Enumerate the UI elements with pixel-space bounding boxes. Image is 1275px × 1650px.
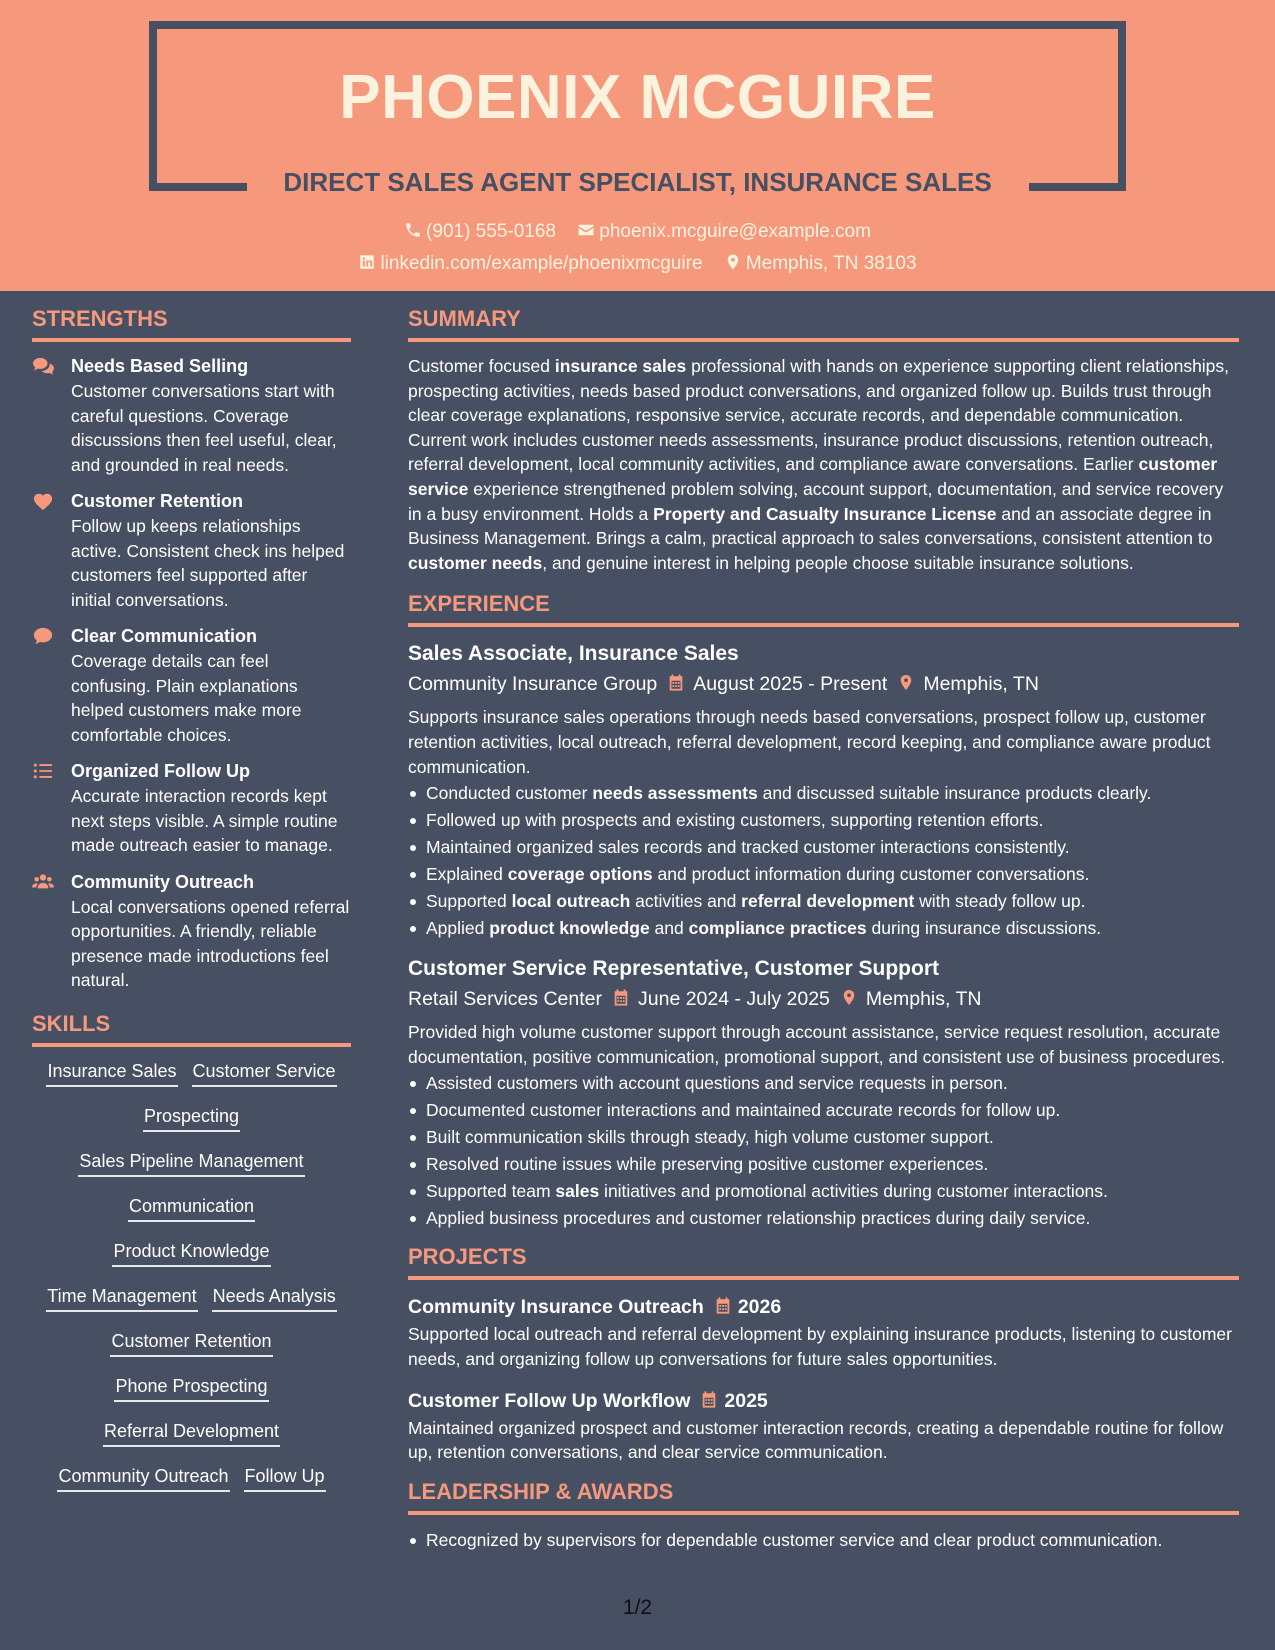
job-company: Community Insurance Group <box>408 673 658 696</box>
bullet-bold: compliance practices <box>688 918 867 939</box>
bullet-bold: sales <box>555 1181 600 1202</box>
skill-tag: Phone Prospecting <box>114 1374 268 1402</box>
bullet-text: and <box>649 918 689 939</box>
page-number: 1/2 <box>622 1596 653 1619</box>
job-location-wrap <box>840 983 982 1016</box>
summary-span: and an associate degree in Business Management. Brings a calm, practical approach to sales conversations, consistent attention to <box>408 503 1213 549</box>
strength-desc: Local conversations opened referral opportunities. A friendly, reliable presence made introductions feel natural. <box>71 896 350 990</box>
skill-tag: Sales Pipeline Management <box>78 1149 304 1177</box>
project-year: 2026 <box>737 1296 782 1319</box>
bullet-text: and discussed suitable insurance products clearly. <box>757 783 1152 804</box>
job-title: Sales Associate, Insurance Sales <box>408 642 739 666</box>
left-column <box>32 306 351 1509</box>
job-dates-wrap <box>667 668 887 701</box>
bullet-item <box>408 780 1239 807</box>
job-title: Customer Service Representative, Customer Support <box>408 957 939 981</box>
strength-desc: Accurate interaction records kept next steps visible. A simple routine made outreach easier to manage. <box>71 786 338 855</box>
skill-tag: Time Management <box>46 1284 197 1312</box>
job-meta <box>408 983 1239 1016</box>
skill-tag: Communication <box>128 1194 255 1222</box>
bullet-text: Supported <box>426 891 512 912</box>
bullet-text: activities and <box>630 891 742 912</box>
job-meta <box>408 668 1239 701</box>
job-location-wrap <box>897 668 1039 701</box>
job-location: Memphis, TN <box>865 988 982 1011</box>
bullet-text: Conducted customer <box>426 783 593 804</box>
skill-row <box>32 1149 351 1194</box>
skills-list <box>32 1059 351 1509</box>
bullet-item <box>408 888 1239 915</box>
strength-desc: Coverage details can feel confusing. Plain explanations helped customers make more comfortable choices. <box>71 651 302 745</box>
bullet-item: Documented customer interactions and maintained accurate records for follow up. <box>408 1097 1239 1124</box>
job-description: Provided high volume customer support through account assistance, service request resolution, accurate documentation, positive communication, promotional support, and consistent use of business procedures. <box>408 1022 1226 1067</box>
skill-row <box>32 1059 351 1104</box>
skill-row <box>32 1284 351 1329</box>
envelope-icon <box>577 221 595 239</box>
candidate-name: PHOENIX MCGUIRE <box>339 63 936 132</box>
job-description: Supports insurance sales operations through needs based conversations, prospect follow up, customer retention activities, local outreach, referral development, record keeping, and compliance aware product communication. <box>408 707 1211 777</box>
strength-item <box>32 489 351 612</box>
project-title: Community Insurance Outreach <box>408 1296 704 1319</box>
project-title: Customer Follow Up Workflow <box>408 1389 691 1412</box>
skill-tag: Follow Up <box>244 1464 326 1492</box>
bullet-item <box>408 1178 1239 1205</box>
linkedin-icon <box>358 253 376 271</box>
location-text: Memphis, TN 38103 <box>745 253 917 274</box>
map-pin-icon <box>840 988 858 1007</box>
bullet-text: during insurance discussions. <box>866 918 1102 939</box>
comments-icon <box>32 356 54 376</box>
bullet-item: Resolved routine issues while preserving positive customer experiences. <box>408 1151 1239 1178</box>
job-company: Retail Services Center <box>408 988 602 1011</box>
bullet-item <box>408 861 1239 888</box>
leadership-heading: LEADERSHIP & AWARDS <box>408 1479 1239 1515</box>
bullet-bold: coverage options <box>507 864 653 885</box>
job-dates: August 2025 - Present <box>693 673 888 696</box>
project-year: 2025 <box>724 1389 768 1412</box>
skill-row <box>32 1329 351 1374</box>
skill-tag: Insurance Sales <box>46 1059 177 1087</box>
bullet-item <box>408 915 1239 942</box>
skills-heading: SKILLS <box>32 1011 351 1047</box>
calendar-icon <box>667 673 685 692</box>
bullet-text: and product information during customer conversations. <box>652 864 1090 885</box>
project-entry <box>408 1386 1239 1465</box>
strength-item <box>32 354 351 477</box>
skill-row <box>32 1104 351 1149</box>
email-contact[interactable] <box>577 221 871 243</box>
email-text: phoenix.mcguire@example.com <box>599 221 871 242</box>
bullet-bold: needs assessments <box>592 783 758 804</box>
calendar-icon <box>700 1390 718 1409</box>
strength-title: Clear Communication <box>71 626 258 646</box>
summary-span: Customer focused <box>408 356 555 376</box>
bullet-item: Recognized by supervisors for dependable customer service and clear product communication. <box>408 1527 1239 1554</box>
project-title-row <box>408 1292 1239 1322</box>
job-entry <box>408 639 1239 942</box>
bullet-text: Supported team <box>426 1181 556 1202</box>
strength-title: Community Outreach <box>71 871 255 892</box>
strengths-heading: STRENGTHS <box>32 306 351 342</box>
project-title-row <box>408 1386 1239 1416</box>
phone-contact[interactable] <box>404 221 556 243</box>
skill-row <box>32 1194 351 1239</box>
summary-bold: customer service <box>408 454 1218 499</box>
skill-tag: Prospecting <box>143 1104 240 1132</box>
users-icon <box>32 872 54 892</box>
bullet-item: Applied business procedures and customer relationship practices during daily service. <box>408 1205 1239 1232</box>
calendar-icon <box>612 988 630 1007</box>
strength-title: Needs Based Selling <box>71 356 249 376</box>
linkedin-contact[interactable] <box>358 253 702 275</box>
strength-title: Organized Follow Up <box>71 761 250 781</box>
skill-row <box>32 1464 351 1509</box>
skill-row <box>32 1239 351 1284</box>
strength-item <box>32 759 351 858</box>
strength-desc: Customer conversations start with careful questions. Coverage discussions then feel useful, clear, and grounded in real needs. <box>71 381 337 475</box>
strength-item <box>32 870 351 993</box>
project-desc: Supported local outreach and referral development by explaining insurance products, listening to customer needs, and organizing follow up conversations for future sales opportunities. <box>408 1324 1232 1369</box>
bullet-item: Assisted customers with account questions and service requests in person. <box>408 1070 1239 1097</box>
list-icon <box>32 761 54 781</box>
bullet-text: Applied <box>426 918 490 939</box>
strength-title: Customer Retention <box>71 491 244 511</box>
skill-tag: Community Outreach <box>57 1464 229 1492</box>
comment-icon <box>32 626 54 646</box>
bullet-bold: local outreach <box>511 891 631 912</box>
leadership-list <box>408 1527 1239 1554</box>
header-band <box>0 0 1275 291</box>
skill-tag: Needs Analysis <box>212 1284 337 1312</box>
summary-bold: Property and Casualty Insurance License <box>653 503 997 524</box>
job-entry <box>408 954 1239 1232</box>
job-bullets <box>408 1070 1239 1232</box>
job-dates: June 2024 - July 2025 <box>638 988 830 1011</box>
phone-icon <box>404 221 422 239</box>
contact-row-1 <box>0 221 1275 243</box>
skill-tag: Referral Development <box>103 1419 280 1447</box>
summary-bold: insurance sales <box>554 356 687 376</box>
right-column <box>408 306 1239 1566</box>
strength-item <box>32 624 351 747</box>
skill-tag: Customer Retention <box>110 1329 272 1357</box>
contact-row-2 <box>0 253 1275 275</box>
summary-span: , and genuine interest in helping people choose suitable insurance solutions. <box>542 552 1134 573</box>
bullet-bold: product knowledge <box>489 918 650 939</box>
summary-span: experience strengthened problem solving, account support, documentation, and service recovery in a busy environment. Holds a <box>408 478 1224 524</box>
bullet-text: with steady follow up. <box>914 891 1086 912</box>
project-entry <box>408 1292 1239 1371</box>
skill-row <box>32 1374 351 1419</box>
summary-bold: customer needs <box>408 552 543 573</box>
summary-text <box>408 354 1239 575</box>
location-contact <box>724 253 917 275</box>
skill-row <box>32 1419 351 1464</box>
map-pin-icon <box>724 253 742 271</box>
heart-icon <box>32 491 54 511</box>
bullet-text: initiatives and promotional activities during customer interactions. <box>599 1181 1108 1202</box>
linkedin-text: linkedin.com/example/phoenixmcguire <box>380 253 703 274</box>
job-location: Memphis, TN <box>923 673 1039 696</box>
experience-heading: EXPERIENCE <box>408 591 1239 627</box>
job-bullets <box>408 780 1239 942</box>
candidate-title: DIRECT SALES AGENT SPECIALIST, INSURANCE SALES <box>283 167 992 197</box>
skill-tag: Customer Service <box>192 1059 337 1087</box>
bullet-item: Followed up with prospects and existing customers, supporting retention efforts. <box>408 807 1239 834</box>
bullet-text: Explained <box>426 864 508 885</box>
job-dates-wrap <box>612 983 830 1016</box>
summary-heading: SUMMARY <box>408 306 1239 342</box>
bullet-item: Built communication skills through steady, high volume customer support. <box>408 1124 1239 1151</box>
calendar-icon <box>714 1296 732 1315</box>
skill-tag: Product Knowledge <box>112 1239 270 1267</box>
summary-span: professional with hands on experience supporting client relationships, prospecting activities, needs based product conversations, and organized follow up. Builds trust through clear coverage explanations, responsive service, accurate records, and dependable communication. Current work includes customer needs assessments, insurance product discussions, retention outreach, referral development, local community activities, and compliance aware conversations. Earlier <box>408 356 1230 475</box>
phone-text: (901) 555-0168 <box>426 221 556 242</box>
strength-desc: Follow up keeps relationships active. Consistent check ins helped customers feel supported after initial conversations. <box>71 516 345 610</box>
project-desc: Maintained organized prospect and customer interaction records, creating a dependable routine for follow up, retention conversations, and clear service communication. <box>408 1417 1224 1463</box>
map-pin-icon <box>897 673 915 692</box>
bullet-item: Maintained organized sales records and tracked customer interactions consistently. <box>408 834 1239 861</box>
projects-heading: PROJECTS <box>408 1244 1239 1280</box>
bullet-bold: referral development <box>741 891 915 912</box>
